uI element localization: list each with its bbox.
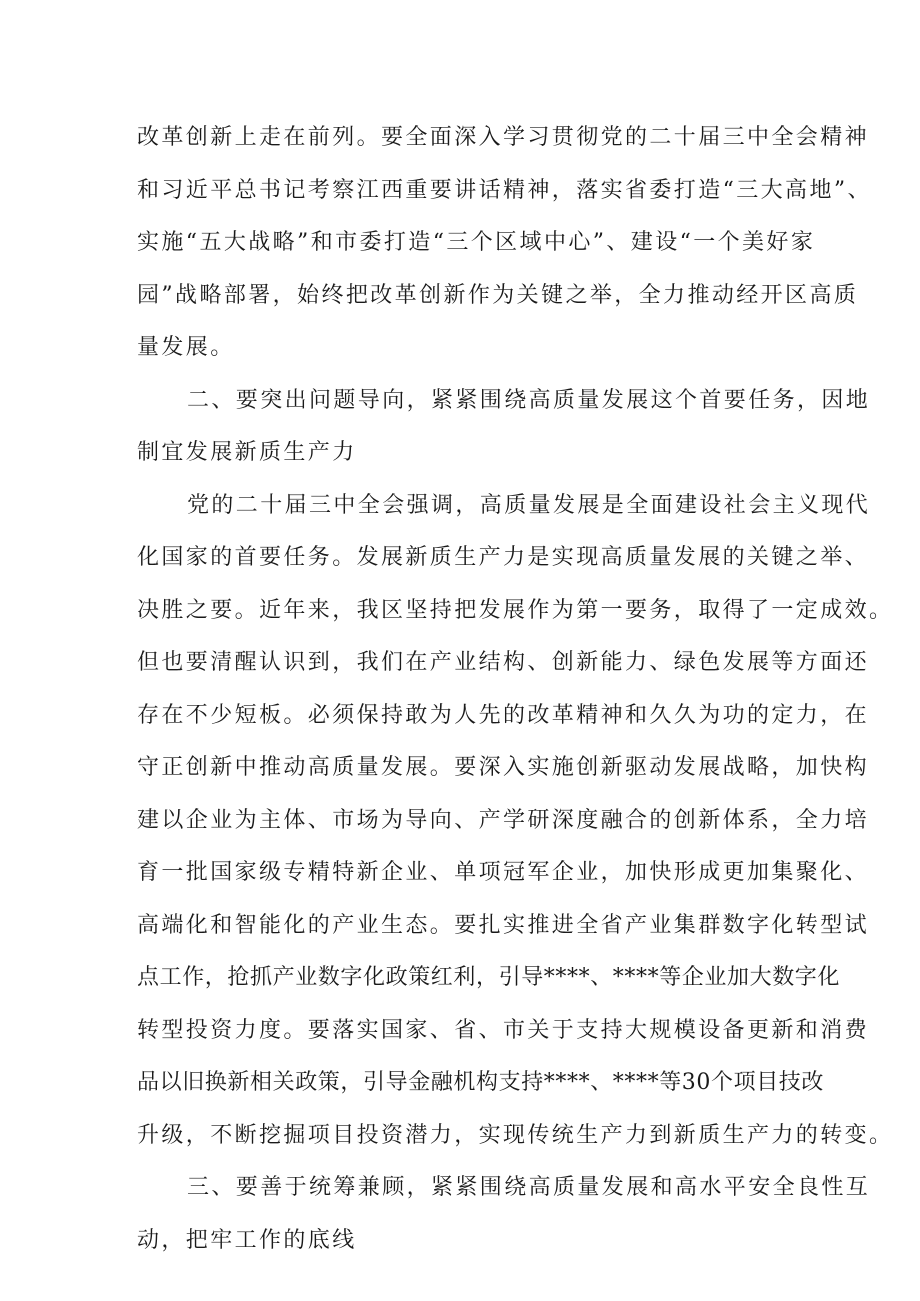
text-line: 和习近平总书记考察江西重要讲话精神，落实省委打造“三大高地”、 — [137, 177, 872, 203]
text-line: 但也要清醒认识到，我们在产业结构、创新能力、绿色发展等方面还 — [137, 650, 870, 675]
text-line: 决胜之要。近年来，我区坚持把发展作为第一要务，取得了一定成效。 — [137, 597, 894, 623]
section-heading-line: 动，把牢工作的底线 — [137, 1227, 357, 1253]
text-line: 建以企业为主体、市场为导向、产学研深度融合的创新体系，全力培 — [137, 807, 870, 833]
text-line: 品以旧换新相关政策，引导金融机构支持****、****等30个项目技改 — [137, 1070, 824, 1095]
text-line: 育一批国家级专精特新企业、单项冠军企业，加快形成更加集聚化、 — [137, 860, 870, 885]
text-line: 点工作，抢抓产业数字化政策红利，引导****、****等企业加大数字化 — [137, 965, 841, 990]
text-line: 党的二十届三中全会强调，高质量发展是全面建设社会主义现代 — [187, 492, 871, 518]
section-heading-line: 三、要善于统筹兼顾，紧紧围绕高质量发展和高水平安全良性互 — [187, 1175, 871, 1200]
text-line: 量发展。 — [137, 335, 235, 360]
document-page — [137, 112, 894, 1267]
text-line: 化国家的首要任务。发展新质生产力是实现高质量发展的关键之举、 — [137, 545, 870, 570]
section-heading-line: 制宜发展新质生产力 — [137, 440, 357, 465]
text-line: 实施“五大战略”和市委打造“三个区域中心”、建设“一个美好家 — [137, 230, 816, 255]
text-line: 改革创新上走在前列。要全面深入学习贯彻党的二十届三中全会精神 — [137, 125, 870, 150]
text-line: 转型投资力度。要落实国家、省、市关于支持大规模设备更新和消费 — [137, 1017, 870, 1043]
text-line: 升级，不断挖掘项目投资潜力，实现传统生产力到新质生产力的转变。 — [137, 1122, 894, 1148]
text-line: 守正创新中推动高质量发展。要深入实施创新驱动发展战略，加快构 — [137, 755, 870, 780]
text-line: 存在不少短板。必须保持敢为人先的改革精神和久久为功的定力，在 — [137, 702, 870, 728]
section-heading-line: 二、要突出问题导向，紧紧围绕高质量发展这个首要任务，因地 — [187, 387, 871, 413]
text-line: 高端化和智能化的产业生态。要扎实推进全省产业集群数字化转型试 — [137, 912, 870, 938]
text-line: 园”战略部署，始终把改革创新作为关键之举，全力推动经开区高质 — [137, 282, 859, 308]
